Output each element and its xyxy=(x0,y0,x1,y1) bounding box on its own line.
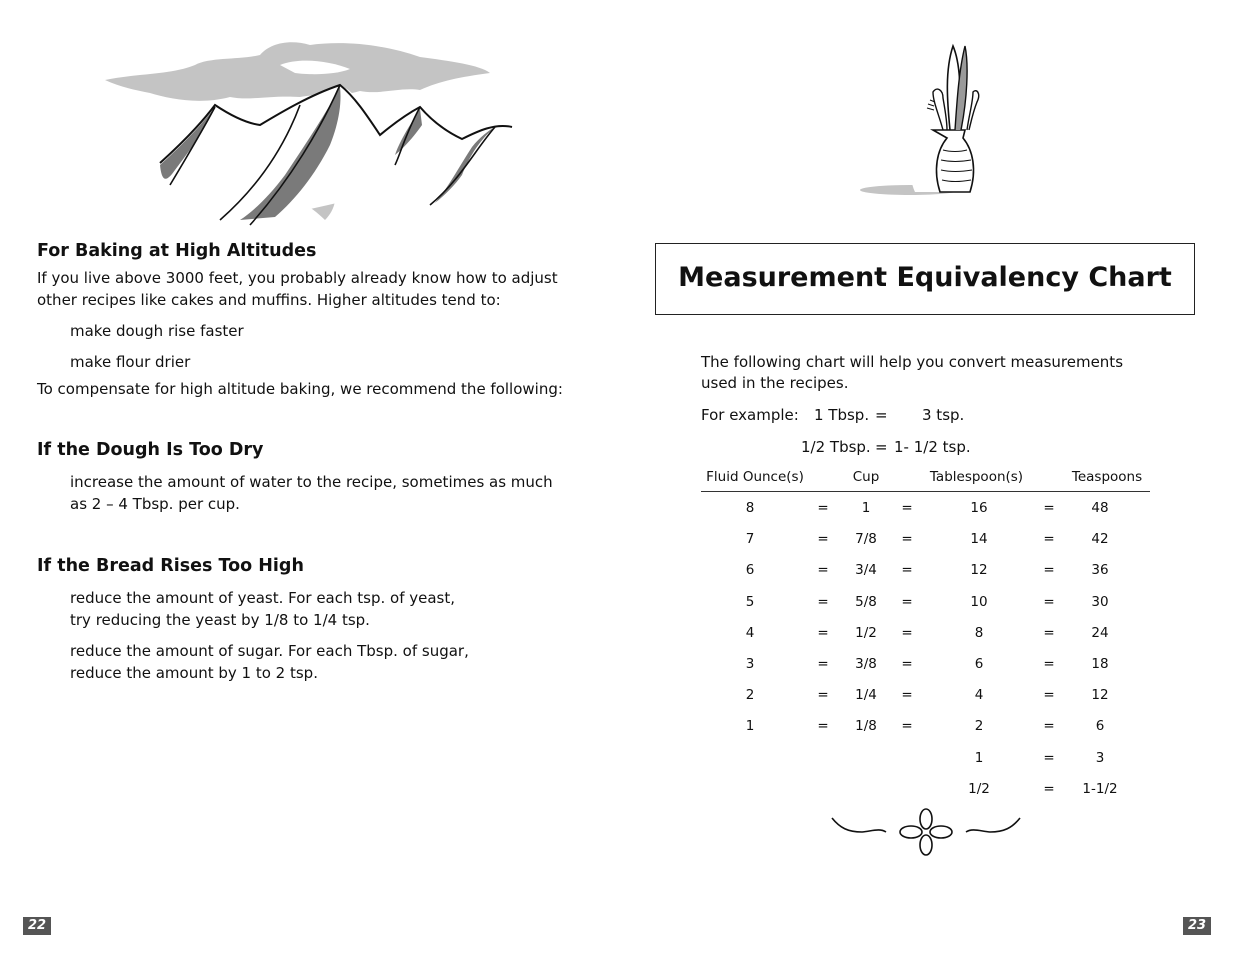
teaspoon-cell: 36 xyxy=(1091,562,1109,578)
fluid-ounce-cell: 8 xyxy=(745,500,755,516)
teaspoon-cell: 24 xyxy=(1091,625,1109,641)
heading-dough-too-dry: If the Dough Is Too Dry xyxy=(37,440,264,460)
equals-sign: = xyxy=(1043,781,1055,797)
equals-sign: = xyxy=(1043,656,1055,672)
equals-sign: = xyxy=(1043,625,1055,641)
equals-sign: = xyxy=(817,687,829,703)
equals-sign: = xyxy=(1043,687,1055,703)
tablespoon-cell: 1 xyxy=(974,750,984,766)
example-row1-right: 3 tsp. xyxy=(922,406,965,424)
equals-sign: = xyxy=(901,656,913,672)
equals-sign: = xyxy=(901,687,913,703)
equals-sign: = xyxy=(1043,500,1055,516)
equals-sign: = xyxy=(817,562,829,578)
yeast-tip-line2: try reducing the yeast by 1/8 to 1/4 tsp. xyxy=(70,611,370,629)
sugar-tip-line1: reduce the amount of sugar. For each Tbsp. of sugar, xyxy=(70,642,469,660)
dough-dry-tip-line1: increase the amount of water to the recipe, sometimes as much xyxy=(70,473,553,491)
cup-cell: 1/2 xyxy=(855,625,877,641)
altitude-paragraph-line2: other recipes like cakes and muffins. Higher altitudes tend to: xyxy=(37,291,501,309)
page-number-right: 23 xyxy=(1183,917,1211,935)
equals-sign: = xyxy=(817,594,829,610)
equals-sign: = xyxy=(1043,531,1055,547)
table-header: Fluid Ounce(s) xyxy=(706,469,804,485)
cup-cell: 1/8 xyxy=(855,718,877,734)
heading-high-altitudes: For Baking at High Altitudes xyxy=(37,241,317,261)
flourish-ornament xyxy=(828,806,1024,860)
teaspoon-cell: 30 xyxy=(1091,594,1109,610)
equals-sign: = xyxy=(1043,718,1055,734)
altitude-effect-item: make dough rise faster xyxy=(70,322,244,340)
tablespoon-cell: 4 xyxy=(974,687,984,703)
equals-sign: = xyxy=(1043,562,1055,578)
equals-sign: = xyxy=(901,531,913,547)
equals-sign: = xyxy=(817,718,829,734)
sugar-tip-line2: reduce the amount by 1 to 2 tsp. xyxy=(70,664,318,682)
heading-bread-rises-too-high: If the Bread Rises Too High xyxy=(37,556,304,576)
example-row2-eq: = xyxy=(875,438,888,456)
equals-sign: = xyxy=(901,594,913,610)
fluid-ounce-cell: 5 xyxy=(745,594,755,610)
fluid-ounce-cell: 6 xyxy=(745,562,755,578)
cup-cell: 5/8 xyxy=(855,594,877,610)
chart-intro-line2: used in the recipes. xyxy=(701,374,849,392)
table-header: Teaspoons xyxy=(1071,469,1143,485)
chart-intro-line1: The following chart will help you convert measurements xyxy=(701,353,1124,371)
equals-sign: = xyxy=(901,562,913,578)
cup-cell: 1 xyxy=(861,500,871,516)
teaspoon-cell: 3 xyxy=(1095,750,1105,766)
fluid-ounce-cell: 7 xyxy=(745,531,755,547)
equals-sign: = xyxy=(817,625,829,641)
tablespoon-cell: 1/2 xyxy=(968,781,990,797)
fluid-ounce-cell: 2 xyxy=(745,687,755,703)
teaspoon-cell: 6 xyxy=(1095,718,1105,734)
equals-sign: = xyxy=(817,500,829,516)
page-number-left: 22 xyxy=(23,917,51,935)
altitude-paragraph-line1: If you live above 3000 feet, you probably already know how to adjust xyxy=(37,269,558,287)
fluid-ounce-cell: 1 xyxy=(745,718,755,734)
teaspoon-cell: 18 xyxy=(1091,656,1109,672)
altitude-effect-item: make flour drier xyxy=(70,353,191,371)
cup-cell: 3/8 xyxy=(855,656,877,672)
tablespoon-cell: 8 xyxy=(974,625,984,641)
tablespoon-cell: 12 xyxy=(970,562,988,578)
example-row1-eq: = xyxy=(875,406,888,424)
tablespoon-cell: 14 xyxy=(970,531,988,547)
cup-cell: 1/4 xyxy=(855,687,877,703)
altitude-recommendation: To compensate for high altitude baking, we recommend the following: xyxy=(37,380,563,398)
equals-sign: = xyxy=(1043,750,1055,766)
equals-sign: = xyxy=(1043,594,1055,610)
fluid-ounce-cell: 4 xyxy=(745,625,755,641)
example-row1-left: 1 Tbsp. xyxy=(814,406,870,424)
table-header: Cup xyxy=(852,469,880,485)
teaspoon-cell: 42 xyxy=(1091,531,1109,547)
example-row2-left: 1/2 Tbsp. xyxy=(801,438,871,456)
teaspoon-cell: 48 xyxy=(1091,500,1109,516)
tablespoon-cell: 16 xyxy=(970,500,988,516)
page-title: Measurement Equivalency Chart xyxy=(678,262,1172,293)
fluid-ounce-cell: 3 xyxy=(745,656,755,672)
tablespoon-cell: 6 xyxy=(974,656,984,672)
equals-sign: = xyxy=(817,531,829,547)
equals-sign: = xyxy=(817,656,829,672)
tablespoon-cell: 2 xyxy=(974,718,984,734)
equals-sign: = xyxy=(901,500,913,516)
cup-cell: 7/8 xyxy=(855,531,877,547)
tablespoon-cell: 10 xyxy=(970,594,988,610)
table-header: Tablespoon(s) xyxy=(929,469,1024,485)
example-label: For example: xyxy=(701,406,799,424)
cup-cell: 3/4 xyxy=(855,562,877,578)
teaspoon-cell: 1-1/2 xyxy=(1082,781,1118,797)
yeast-tip-line1: reduce the amount of yeast. For each tsp. of yeast, xyxy=(70,589,456,607)
teaspoon-cell: 12 xyxy=(1091,687,1109,703)
example-row2-right: 1- 1/2 tsp. xyxy=(894,438,971,456)
equals-sign: = xyxy=(901,718,913,734)
dough-dry-tip-line2: as 2 – 4 Tbsp. per cup. xyxy=(70,495,240,513)
equals-sign: = xyxy=(901,625,913,641)
